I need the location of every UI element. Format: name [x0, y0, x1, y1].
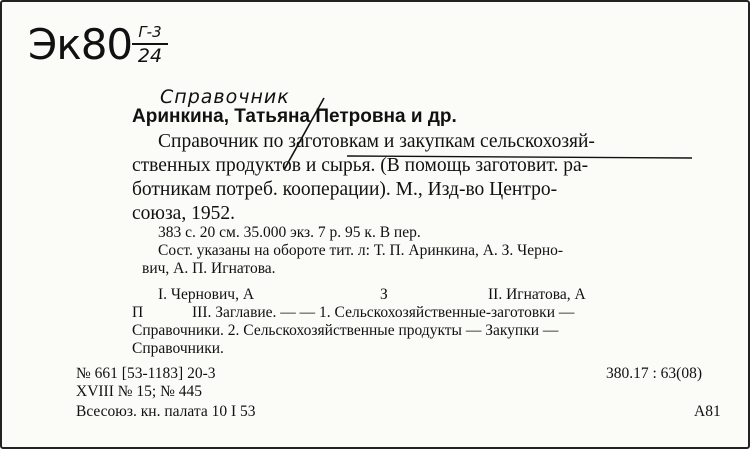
tracing-subjects-2: Справочники. 2. Сельскохозяйственные продукты — Закупки —	[132, 322, 559, 339]
footer-line-2: XVIII № 15; № 445	[76, 383, 203, 400]
shelfmark-main: Эк80	[28, 20, 133, 69]
tracing-author-2: II. Игнатова, А	[488, 286, 586, 303]
footer-line-1: № 661 [53-1183] 20-3	[76, 365, 216, 382]
handwritten-subject: Справочник	[160, 86, 290, 108]
card-code: А81	[694, 403, 721, 420]
tracing-initial: З	[380, 286, 388, 303]
tracing-subjects-3: Справочники.	[132, 340, 224, 357]
collation: 383 с. 20 см. 35.000 экз. 7 р. 95 к. В пер.	[158, 224, 421, 241]
footer-line-3: Всесоюз. кн. палата 10 I 53	[76, 403, 256, 420]
tracing-subjects-1: III. Заглавие. — — 1. Сельскохозяйственные-заготовки —	[192, 304, 575, 321]
author-heading: Аринкина, Татьяна Петровна и др.	[132, 106, 457, 127]
title-line-2: ственных продуктов и сырья. (В помощь заготовит. ра-	[132, 155, 589, 176]
note-line-1: Сост. указаны на обороте тит. л: Т. П. Аринкина, А. З. Черно-	[158, 242, 564, 259]
classification-number: 380.17 : 63(08)	[606, 365, 703, 382]
tracing-initial-2: П	[132, 304, 144, 321]
note-line-2: вич, А. П. Игнатова.	[142, 260, 276, 277]
shelfmark-fraction-top: Г-3	[132, 24, 168, 45]
title-line-1: Справочник по заготовкам и закупкам сельскохозяй-	[158, 131, 595, 152]
shelfmark-fraction-bottom: 24	[137, 45, 163, 67]
title-line-4: союза, 1952.	[132, 203, 235, 224]
title-line-3: ботникам потреб. кооперации). М., Изд-во Центро-	[132, 179, 558, 200]
tracing-author-1: I. Чернович, А	[158, 286, 255, 303]
